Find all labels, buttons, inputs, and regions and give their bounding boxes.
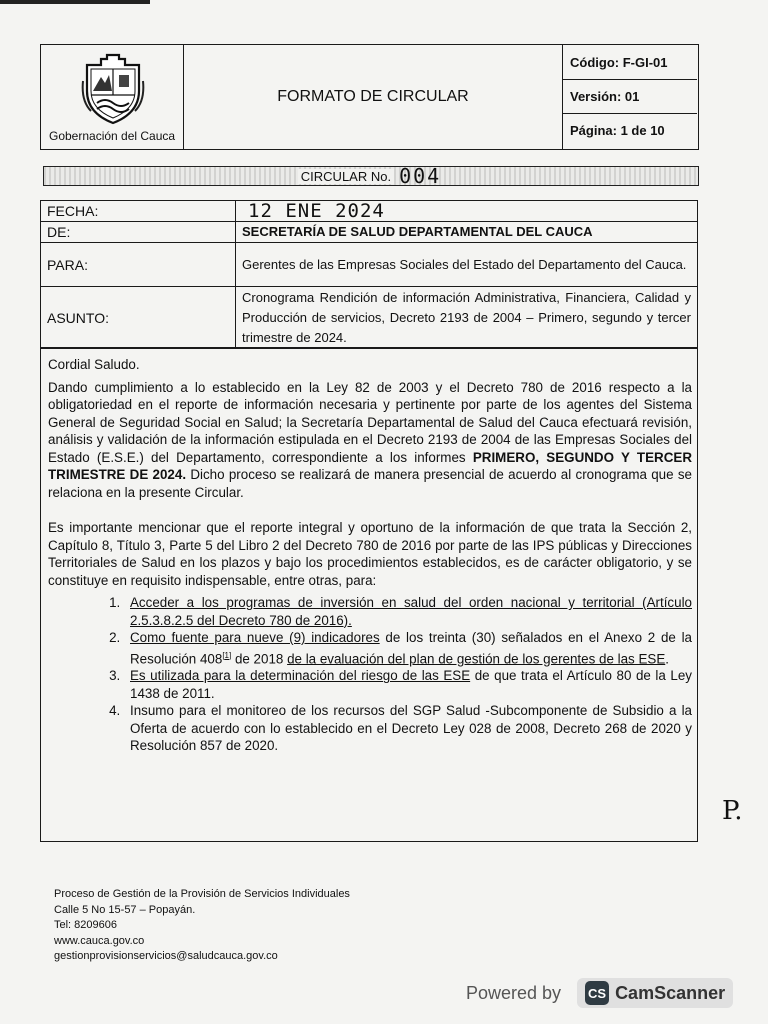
camscanner-name: CamScanner	[615, 982, 726, 1003]
camscanner-watermark	[466, 976, 733, 1010]
footer-process: Proceso de Gestión de la Provisión de Servicios Individuales	[54, 888, 350, 900]
footer-email: gestionprovisionservicios@saludcauca.gov.co	[54, 950, 278, 962]
row-para	[41, 243, 698, 287]
list-item-underlined: Es utilizada para la determinación del riesgo de las ESE	[130, 668, 471, 684]
list-item-text: de los treinta (30) señalados en el Anexo 2 de la Resolución 408	[130, 630, 693, 666]
code-label: Código: F-GI-01	[570, 54, 668, 70]
de-value: SECRETARÍA DE SALUD DEPARTAMENTAL DEL CAUCA	[236, 222, 698, 243]
list-item-text: Acceder a los programas de inversión en salud del orden nacional y territorial (Artículo 2.5.3.8.2.5 del Decreto 780 de 2016).	[130, 595, 692, 628]
document-header	[40, 44, 699, 150]
page-label: Página: 1 de 10	[563, 113, 697, 147]
list-item	[124, 702, 692, 755]
fecha-stamp: 12 ENE 2024	[236, 201, 698, 222]
row-fecha	[41, 201, 698, 222]
requirements-list	[48, 594, 692, 755]
circular-number-bar	[43, 166, 699, 186]
format-title: FORMATO DE CIRCULAR	[184, 45, 563, 149]
paragraph-1-bold: PRIMERO, SEGUNDO Y TERCER TRIMESTRE DE 2024.	[48, 449, 692, 482]
powered-by-text: Powered by	[466, 982, 562, 1003]
list-item-underlined: Como fuente para nueve (9) indicadores	[130, 630, 380, 645]
para-value: Gerentes de las Empresas Sociales del Estado del Departamento del Cauca.	[236, 243, 698, 287]
list-item-text: de que trata el Artículo 80 de la Ley 1438 de 2011.	[130, 668, 692, 701]
list-item	[124, 667, 692, 702]
fecha-label: FECHA:	[41, 201, 236, 222]
footer-phone: Tel: 8209606	[54, 919, 117, 931]
de-label: DE:	[41, 222, 236, 243]
header-logo-cell	[41, 45, 184, 149]
camscanner-icon: CS	[585, 981, 609, 1005]
para-label: PARA:	[41, 243, 236, 287]
paragraph-2: Es importante mencionar que el reporte integral y oportuno de la información de que trata la Sección 2, Capítulo 8, Título 3, Parte 5 del Libro 2 del Decreto 780 de 2016 por parte de las IPS públicas y Direcciones Territoriales de Salud en los plazos y bajo los procedimientos establecidos, es de carácter obligatorio, y se constituye en requisito indispensable, entre otras, para:	[48, 520, 692, 588]
paragraph-1-text-end: Dicho proceso se realizará de manera presencial de acuerdo al cronograma que se relaciona en la presente Circular.	[48, 467, 692, 500]
margin-handwritten-mark: P.	[722, 796, 743, 826]
coat-of-arms-icon	[81, 51, 145, 125]
document-meta	[563, 45, 697, 149]
camscanner-badge	[577, 978, 733, 1008]
circular-number: 004	[399, 164, 442, 188]
row-asunto	[41, 287, 698, 349]
asunto-label: ASUNTO:	[41, 287, 236, 349]
list-item	[124, 629, 692, 667]
greeting: Cordial Saludo.	[48, 357, 140, 372]
footer-website: www.cauca.gov.co	[54, 934, 145, 947]
circular-label: CIRCULAR No.	[298, 169, 394, 184]
circular-info-table	[40, 200, 698, 349]
version-label: Versión: 01	[563, 79, 697, 113]
row-de	[41, 222, 698, 243]
list-item-text: de 2018	[231, 650, 288, 666]
document-footer	[54, 887, 350, 965]
scan-edge-line	[0, 0, 150, 4]
footer-address: Calle 5 No 15-57 – Popayán.	[54, 903, 196, 916]
paragraph-1-text: Dando cumplimiento a lo establecido en la Ley 82 de 2003 y el Decreto 780 de 2016 respecto a la obligatoriedad en el reporte de información necesaria y pertinente por parte de los agentes del Sistema General de Seguridad Social en Salud; la Secretaría Departamental de Salud del Cauca efectuará revisión, análisis y validación de la información estipulada en el Decreto 2193 de 2004 de las Empresas Sociales del Estado (E.S.E.) del Departamento, correspondiente a los informes	[48, 379, 692, 465]
list-item-text: Insumo para el monitoreo de los recursos del SGP Salud -Subcomponente de Subsidio a la Oferta de acuerdo con lo establecido en el Decreto Ley 028 de 2008, Decreto 268 de 2020 y Resolución 857 de 2020.	[130, 703, 692, 754]
list-item	[124, 594, 692, 629]
entity-name: Gobernación del Cauca	[49, 129, 176, 143]
circular-body	[40, 347, 698, 842]
paragraph-1	[48, 379, 692, 502]
list-item-text: .	[665, 650, 669, 666]
footnote-ref: [1]	[222, 650, 232, 660]
asunto-value: Cronograma Rendición de información Administrativa, Financiera, Calidad y Producción de servicios, Decreto 2193 de 2004 – Primero, segundo y tercer trimestre de 2024.	[236, 287, 698, 349]
list-item-underlined: de la evaluación del plan de gestión de los gerentes de las ESE	[287, 650, 666, 666]
